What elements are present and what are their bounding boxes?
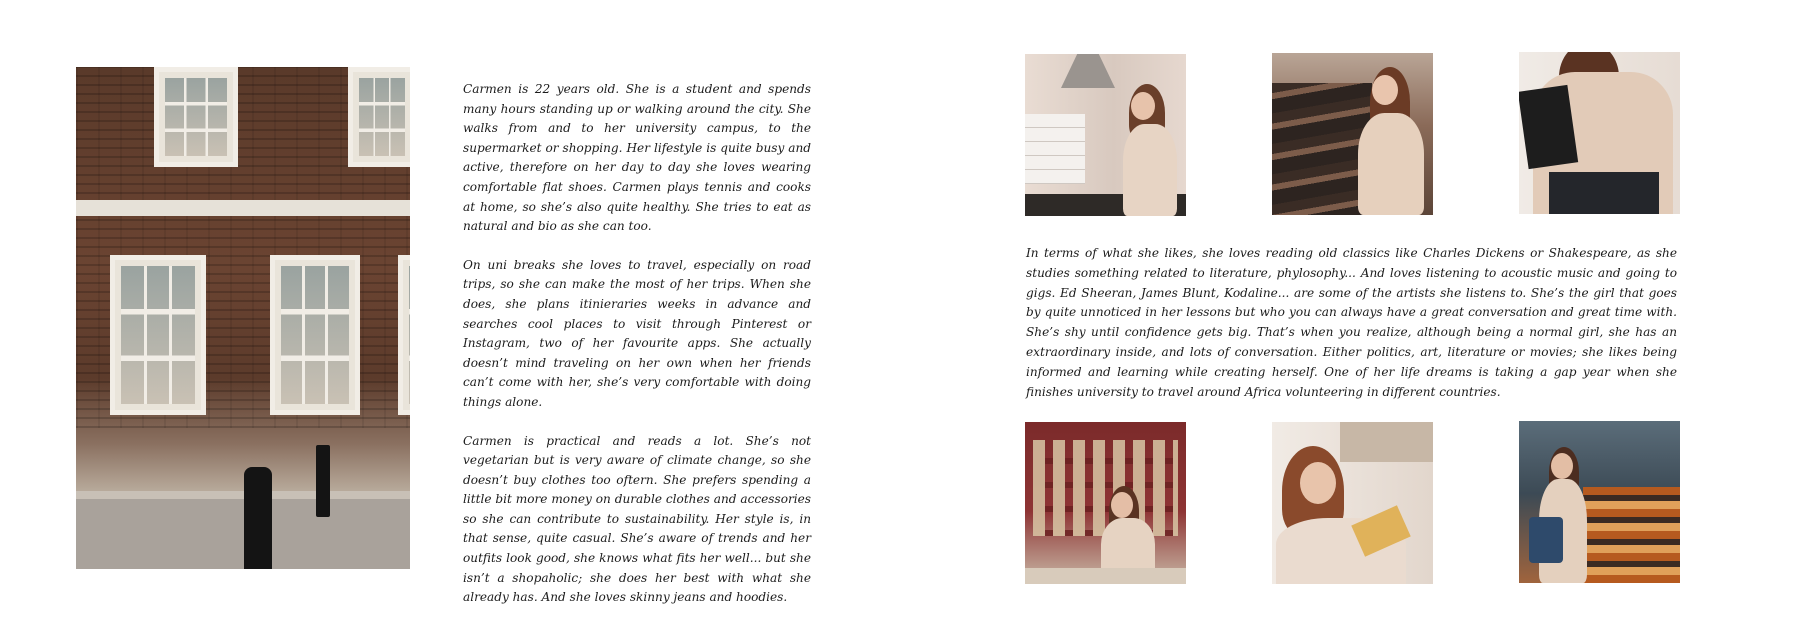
brick-building-photo: [76, 67, 410, 569]
stone-band: [76, 200, 410, 216]
photo-reading-sitting: [1272, 422, 1433, 584]
window: [348, 67, 410, 167]
bollard: [316, 445, 330, 517]
window: [154, 67, 238, 167]
persona-interests: In terms of what she likes, she loves reading old classics like Charles Dickens or Shakespeare, as she studies something related to literature, phylosophy... And loves listening to acoustic music and going to gigs. Ed Sheeran, James Blunt, Kodaline... are some of the artists she listens to. She’s the girl that goes by quite unnoticed in her lessons but who you can always have a great conversation and great time with. She’s shy until confidence gets big. That’s when you realize, although being a normal girl, she has an extraordinary inside, and lots of conversation. Either politics, art, literature or movies; she likes being informed and learning while creating herself. One of her life dreams is taking a gap year when she finishes university to travel around Africa volunteering in different countries.: [1026, 246, 1677, 399]
pavement: [76, 499, 410, 569]
photo-art-shop: [1025, 422, 1186, 584]
photo-reading-standing: [1519, 52, 1680, 214]
photo-shoe-shopping: [1272, 53, 1433, 215]
bollard: [244, 467, 272, 569]
window: [398, 255, 410, 415]
paragraph-travel: On uni breaks she loves to travel, especially on road trips, so she can make the most of her trips. When she does, she plans itinieraries weeks in advance and searches cool places to visit through Pinterest or Instagram, two of her favourite apps. She actually doesn’t mind traveling on her own when her friends can’t come with her, she’s very comfortable with doing things alone.: [463, 257, 811, 409]
paragraph-intro: Carmen is 22 years old. She is a student and spends many hours standing up or walking around the city. She walks from and to her university campus, to the supermarket or shopping. Her lifestyle is quite busy and active, therefore on her day to day she loves wearing comfortable flat shoes. Carmen plays tennis and cooks at home, so she’s also quite healthy. She tries to eat as natural and bio as she can too.: [463, 82, 811, 234]
photo-market: [1519, 421, 1680, 583]
paragraph-style: Carmen is practical and reads a lot. She’s not vegetarian but is very aware of climate change, so she doesn’t buy clothes too oftern. She prefers spending a little bit more money on durable clothes and accessories so she can contribute to sustainability. Her style is, in that sense, quite casual. She’s aware of trends and her outfits look good, she knows what fits her well... but she isn’t a shopaholic; she does her best with what she already has. And she loves skinny jeans and hoodies.: [463, 433, 811, 605]
persona-description: [463, 80, 811, 627]
window: [110, 255, 206, 415]
curb: [76, 491, 410, 499]
window: [270, 255, 360, 415]
photo-cooking: [1025, 54, 1186, 216]
